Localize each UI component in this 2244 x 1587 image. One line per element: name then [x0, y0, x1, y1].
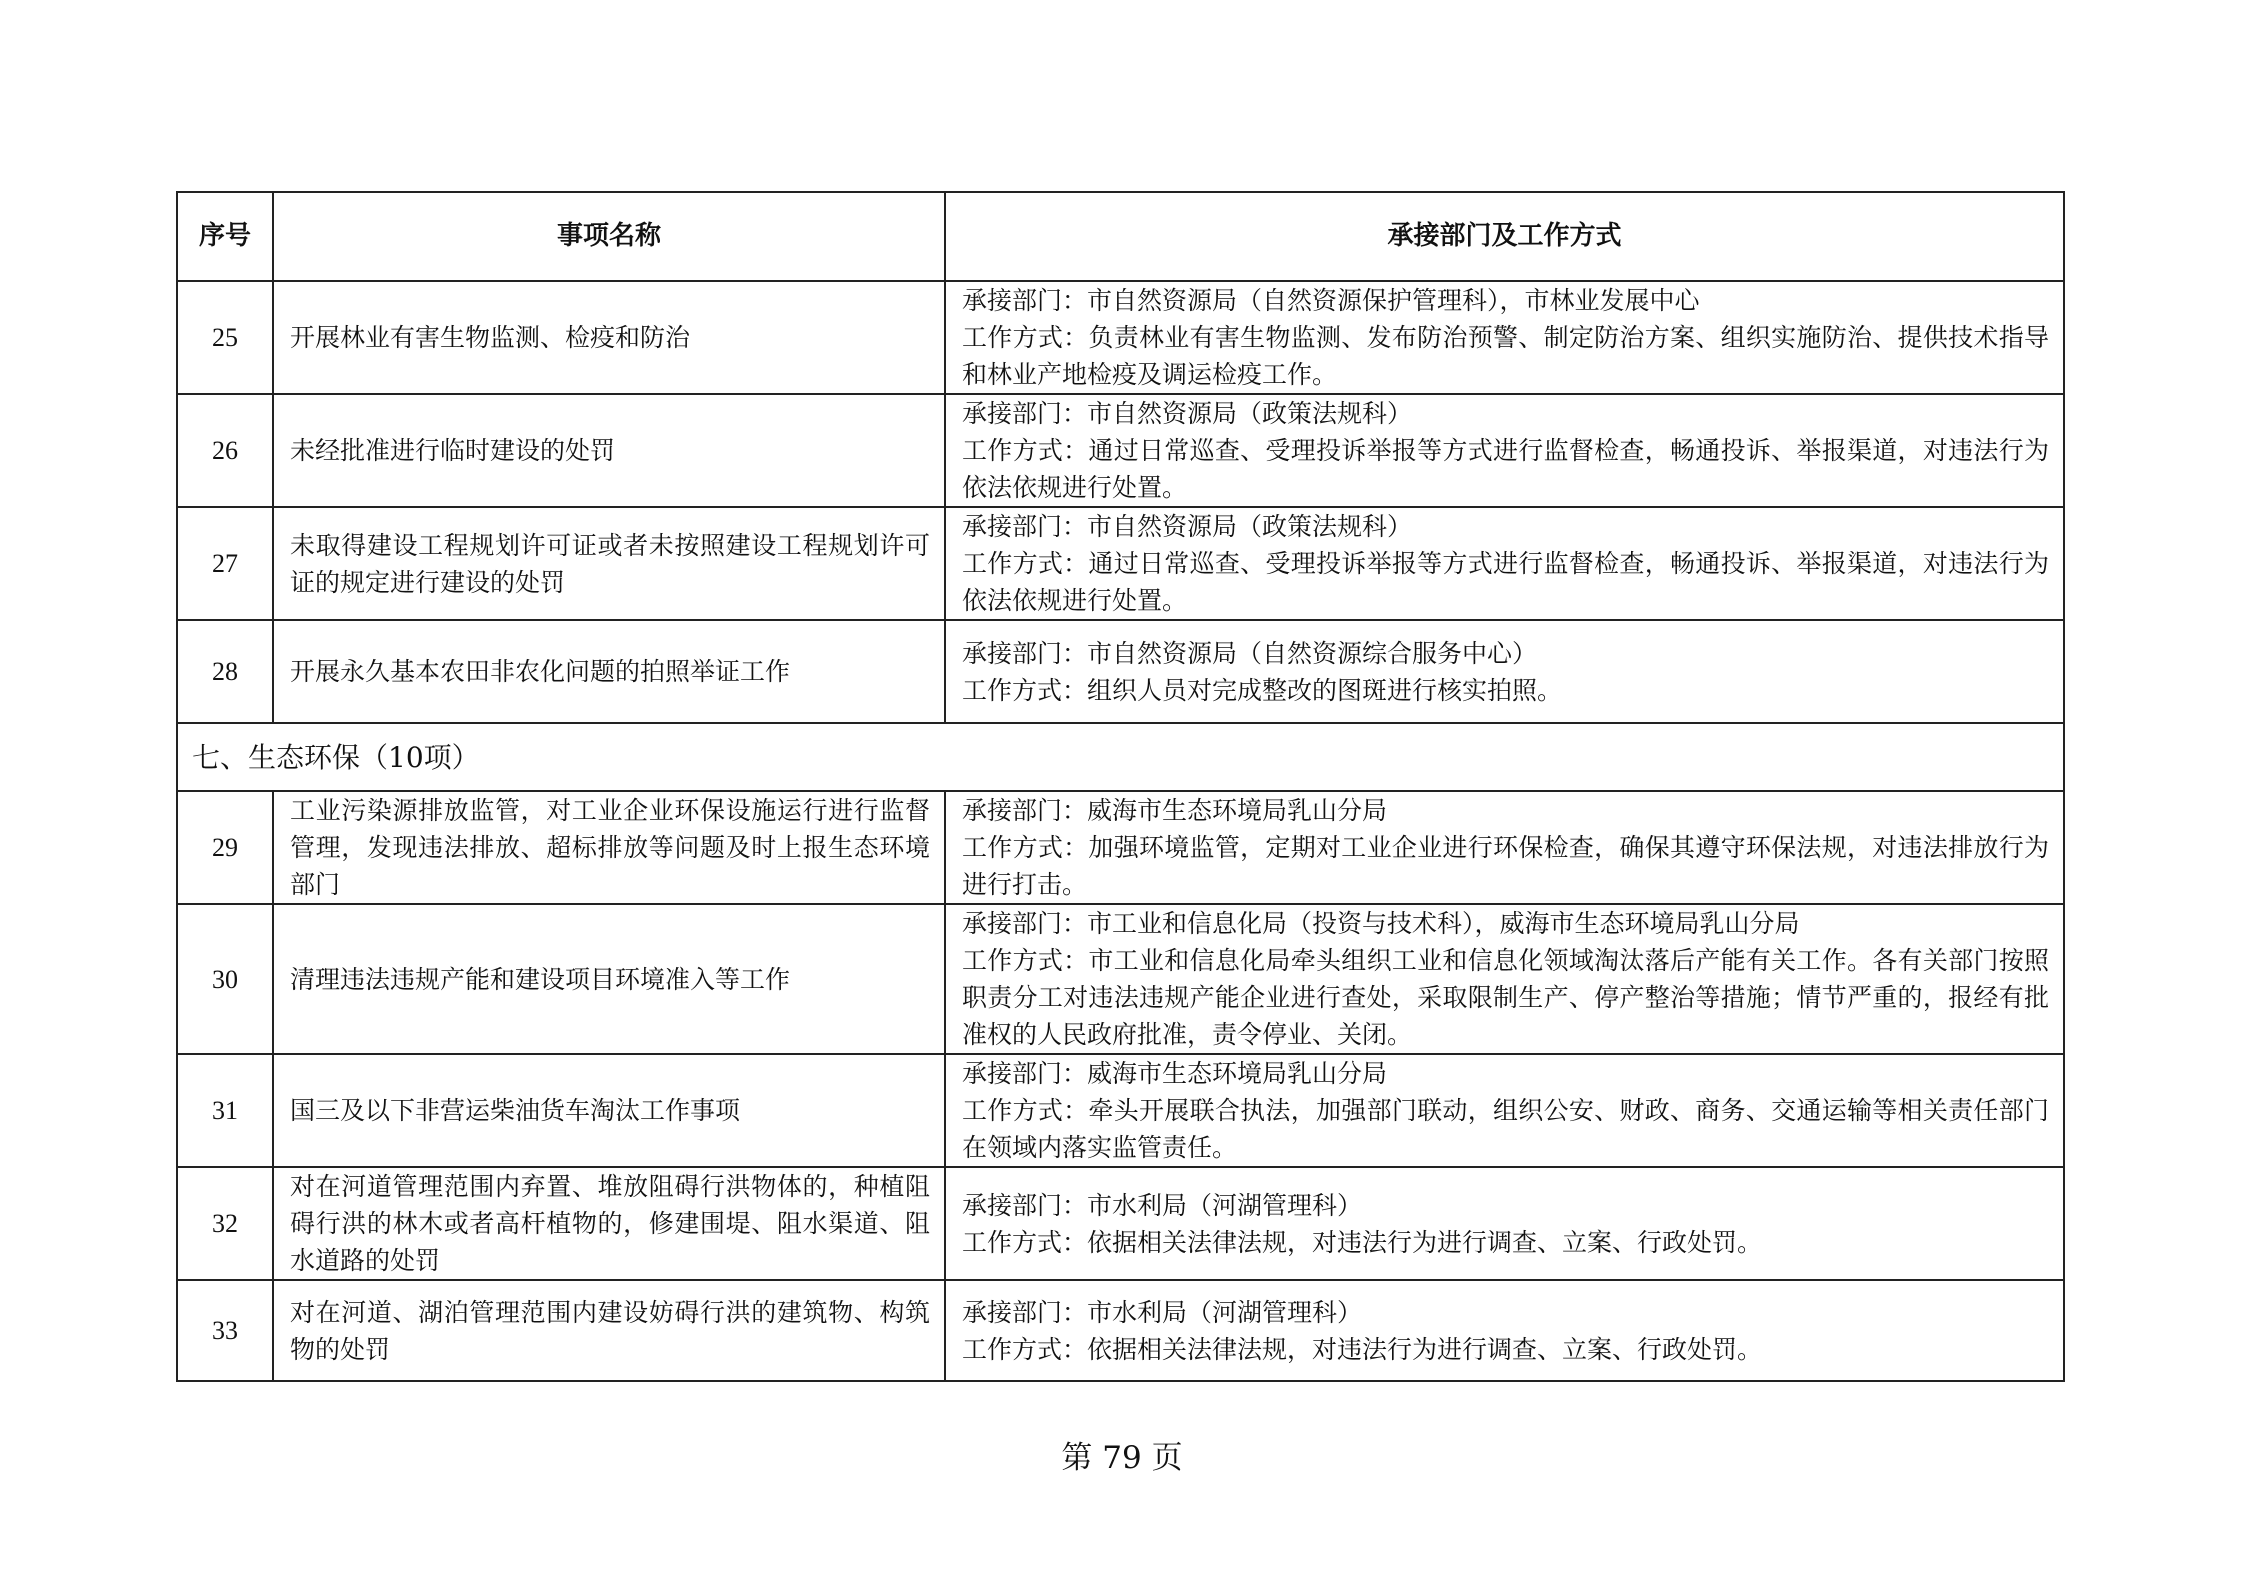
row-name: 未经批准进行临时建设的处罚 — [273, 394, 945, 507]
row-method: 工作方式：负责林业有害生物监测、发布防治预警、制定防治方案、组织实施防治、提供技术指导和林业产地检疫及调运检疫工作。 — [962, 323, 2049, 389]
row-dept-label: 承接部门：市水利局（河湖管理科） — [962, 1190, 1363, 1220]
section-title: 七、生态环保（10项） — [177, 723, 2064, 791]
table-row — [177, 1054, 2064, 1167]
row-name: 国三及以下非营运柴油货车淘汰工作事项 — [273, 1054, 945, 1167]
header-name: 事项名称 — [273, 192, 945, 281]
row-dept — [945, 1167, 2064, 1280]
table-row — [177, 1280, 2064, 1381]
row-no: 25 — [177, 281, 273, 394]
row-method: 工作方式：加强环境监管，定期对工业企业进行环保检查，确保其遵守环保法规，对违法排放行为进行打击。 — [962, 833, 2049, 899]
row-name: 对在河道管理范围内弃置、堆放阻碍行洪物体的，种植阻碍行洪的林木或者高杆植物的，修建围堤、阻水渠道、阻水道路的处罚 — [273, 1167, 945, 1280]
table-row — [177, 1167, 2064, 1280]
row-dept — [945, 620, 2064, 723]
row-method: 工作方式：组织人员对完成整改的图斑进行核实拍照。 — [962, 675, 1563, 705]
table-row — [177, 281, 2064, 394]
row-dept-label: 承接部门：市水利局（河湖管理科） — [962, 1297, 1363, 1327]
row-method: 工作方式：牵头开展联合执法，加强部门联动，组织公安、财政、商务、交通运输等相关责任部门在领域内落实监管责任。 — [962, 1096, 2049, 1162]
row-method: 工作方式：通过日常巡查、受理投诉举报等方式进行监督检查，畅通投诉、举报渠道，对违法行为依法依规进行处置。 — [962, 549, 2049, 615]
header-no: 序号 — [177, 192, 273, 281]
row-dept — [945, 281, 2064, 394]
row-no: 28 — [177, 620, 273, 723]
row-no: 29 — [177, 791, 273, 904]
row-no: 31 — [177, 1054, 273, 1167]
row-no: 27 — [177, 507, 273, 620]
row-name: 对在河道、湖泊管理范围内建设妨碍行洪的建筑物、构筑物的处罚 — [273, 1280, 945, 1381]
row-dept-label: 承接部门：市自然资源局（自然资源综合服务中心） — [962, 638, 1538, 668]
row-method: 工作方式：市工业和信息化局牵头组织工业和信息化领域淘汰落后产能有关工作。各有关部门按照职责分工对违法违规产能企业进行查处，采取限制生产、停产整治等措施；情节严重的，报经有批准权的人民政府批准，责令停业、关闭。 — [962, 946, 2049, 1049]
table-row — [177, 620, 2064, 723]
row-name: 清理违法违规产能和建设项目环境准入等工作 — [273, 904, 945, 1054]
row-name: 开展林业有害生物监测、检疫和防治 — [273, 281, 945, 394]
row-name: 工业污染源排放监管，对工业企业环保设施运行进行监督管理，发现违法排放、超标排放等问题及时上报生态环境部门 — [273, 791, 945, 904]
row-dept — [945, 1280, 2064, 1381]
section-row — [177, 723, 2064, 791]
row-dept-label: 承接部门：威海市生态环境局乳山分局 — [962, 1059, 1388, 1088]
row-dept — [945, 507, 2064, 620]
row-name: 未取得建设工程规划许可证或者未按照建设工程规划许可证的规定进行建设的处罚 — [273, 507, 945, 620]
header-dept: 承接部门及工作方式 — [945, 192, 2064, 281]
row-method: 工作方式：依据相关法律法规，对违法行为进行调查、立案、行政处罚。 — [962, 1334, 1763, 1364]
table-header-row — [177, 192, 2064, 281]
table-row — [177, 791, 2064, 904]
row-dept-label: 承接部门：市工业和信息化局（投资与技术科），威海市生态环境局乳山分局 — [962, 909, 1800, 938]
table-row — [177, 507, 2064, 620]
row-no: 26 — [177, 394, 273, 507]
row-dept-label: 承接部门：市自然资源局（自然资源保护管理科），市林业发展中心 — [962, 286, 1700, 315]
row-dept-label: 承接部门：市自然资源局（政策法规科） — [962, 512, 1413, 541]
row-method: 工作方式：通过日常巡查、受理投诉举报等方式进行监督检查，畅通投诉、举报渠道，对违法行为依法依规进行处置。 — [962, 436, 2049, 502]
items-table — [176, 191, 2065, 1382]
page-number: 第 79 页 — [1061, 1440, 1183, 1476]
row-dept — [945, 904, 2064, 1054]
row-no: 30 — [177, 904, 273, 1054]
row-name: 开展永久基本农田非农化问题的拍照举证工作 — [273, 620, 945, 723]
row-dept — [945, 394, 2064, 507]
row-no: 32 — [177, 1167, 273, 1280]
table-row — [177, 904, 2064, 1054]
row-method: 工作方式：依据相关法律法规，对违法行为进行调查、立案、行政处罚。 — [962, 1227, 1763, 1257]
row-dept — [945, 1054, 2064, 1167]
row-no: 33 — [177, 1280, 273, 1381]
row-dept-label: 承接部门：威海市生态环境局乳山分局 — [962, 796, 1388, 825]
row-dept — [945, 791, 2064, 904]
row-dept-label: 承接部门：市自然资源局（政策法规科） — [962, 399, 1413, 428]
table-row — [177, 394, 2064, 507]
